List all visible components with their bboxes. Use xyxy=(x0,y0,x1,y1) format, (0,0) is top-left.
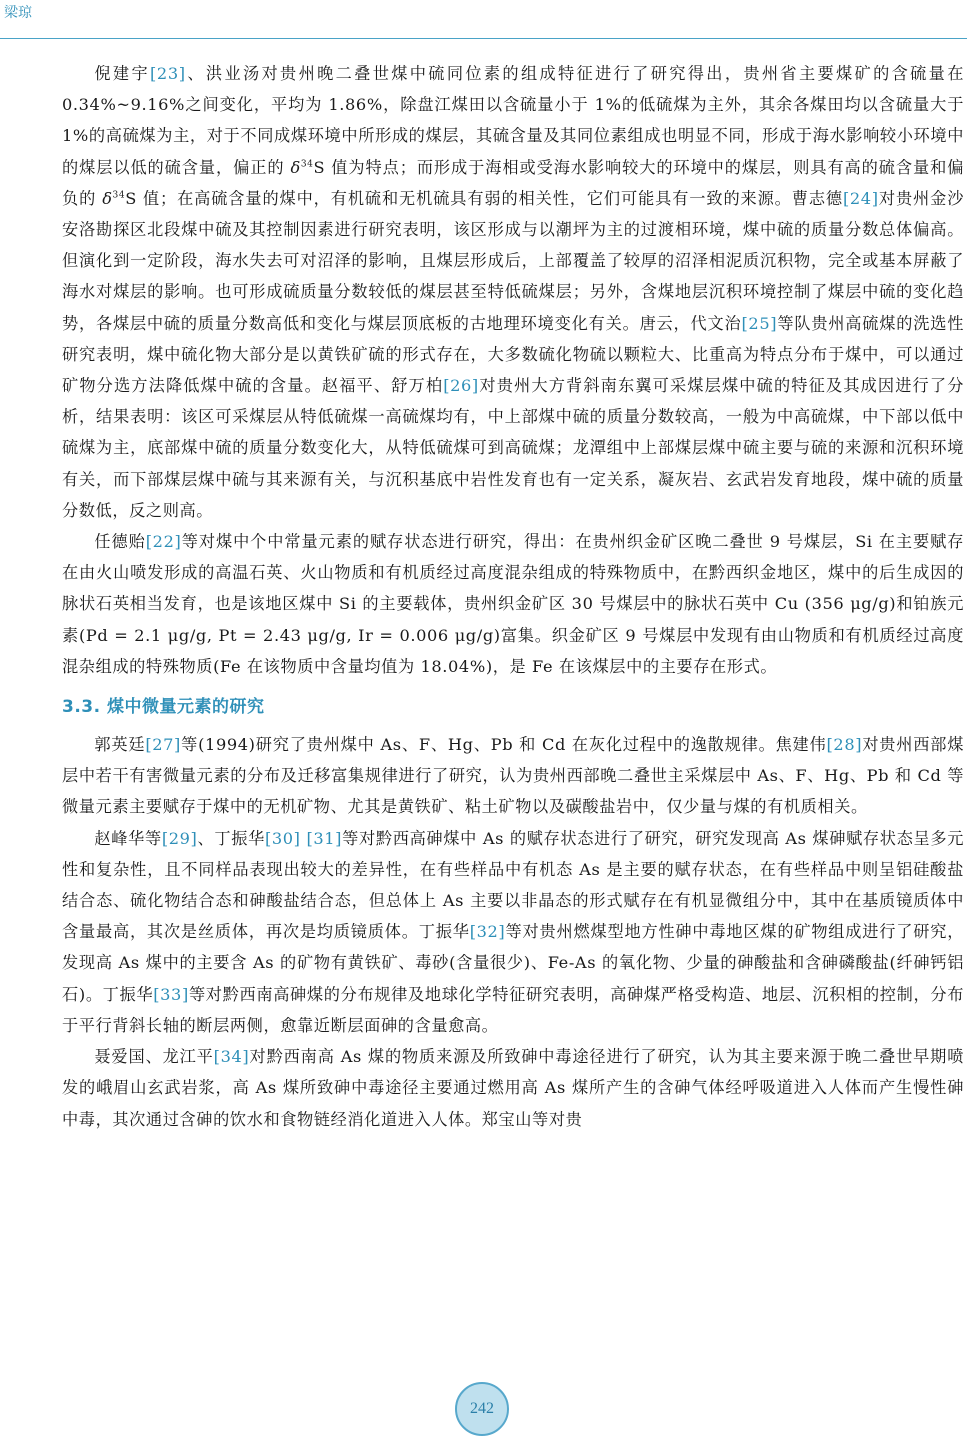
body-text: 、洪业汤对贵州晚二叠世煤中硫同位素的组成特征进行了研究得出，贵州省主要煤矿的含硫量在 0.34%~9.16%之间变化，平均为 1.86%，除盘江煤田以含硫量小于 1%的低硫煤为主外，其余各煤田均以含硫量大于 1%的高硫煤为主，对于不同成煤环境中所形成的煤层，其硫含量及其同位素组成也明显不同，形成于海水影响较小环境中的煤层以低的硫含量，偏正的 xyxy=(62,64,964,177)
citation-link[interactable]: [34] xyxy=(213,1047,250,1067)
citation-link[interactable]: [29] xyxy=(161,828,198,848)
header-divider xyxy=(0,38,967,39)
paragraph-5 xyxy=(62,1041,964,1135)
body-text: 等(1994)研究了贵州煤中 As、F、Hg、Pb 和 Cd 在灰化过程中的逸散规律。焦建伟 xyxy=(180,735,827,755)
superscript: 34 xyxy=(112,190,126,201)
citation-link[interactable]: [28] xyxy=(826,735,863,755)
citation-link[interactable]: [32] xyxy=(469,922,506,942)
citation-link[interactable]: [25] xyxy=(741,313,778,333)
body-text: 倪建宇 xyxy=(94,64,150,83)
citation-link[interactable]: [24] xyxy=(842,188,879,208)
citation-link[interactable]: [22] xyxy=(145,532,182,552)
body-text: 等队贵州高硫煤的洗选性研究表明，煤中硫化物大部分是以黄铁矿硫的形式存在，大多数硫化物硫以颗粒大、比重高为特点分布于煤中，可以通过矿物分选方法降低煤中硫的含量。赵福平、舒万柏 xyxy=(62,313,964,396)
body-text: S 值为特点；而形成于海相或受海水影响较大的环境中的煤层，则具有高的硫含量和偏负的 xyxy=(62,157,964,208)
citation-link[interactable]: [23] xyxy=(150,64,186,83)
paragraph-3 xyxy=(62,729,964,823)
body-text: 、丁振华 xyxy=(197,828,265,848)
body-text: 郭英廷 xyxy=(94,735,146,755)
italic-symbol: δ xyxy=(290,157,301,177)
superscript: 34 xyxy=(300,159,314,170)
body-text: 对贵州大方背斜南东翼可采煤层煤中硫的特征及其成因进行了分析，结果表明：该区可采煤层从特低硫煤一高硫煤均有，中上部煤中硫的质量分数较高，一般为中高硫煤，中下部以低中硫煤为主，底部煤中硫的质量分数变化大，从特低硫煤可到高硫煤；龙潭组中上部煤层煤中硫主要与硫的来源和沉积环境有关，而下部煤层煤中硫与其来源有关，与沉积基底中岩性发育也有一定关系，凝灰岩、玄武岩发育地段，煤中硫的质量分数低，反之则高。 xyxy=(62,376,964,520)
italic-symbol: δ xyxy=(102,188,113,208)
body-text: 对贵州西部煤层中若干有害微量元素的分布及迁移富集规律进行了研究，认为贵州西部晚二叠世主采煤层中 As、F、Hg、Pb 和 Cd 等微量元素主要赋存于煤中的无机矿物、尤其是黄铁矿、粘土矿物以及碳酸盐岩中，仅少量与煤的有机质相关。 xyxy=(62,735,964,817)
body-text: 等对黔西南高砷煤的分布规律及地球化学特征研究表明，高砷煤严格受构造、地层、沉积相的控制，分布于平行背斜长轴的断层两侧，愈靠近断层面砷的含量愈高。 xyxy=(62,984,964,1035)
paragraph-2 xyxy=(62,526,964,682)
body-text: 赵峰华等 xyxy=(94,828,162,848)
body-text: 任德贻 xyxy=(94,532,146,552)
paragraph-1 xyxy=(62,58,964,526)
citation-link[interactable]: [27] xyxy=(145,735,181,755)
body-text: S 值；在高硫含量的煤中，有机硫和无机硫具有弱的相关性，它们可能具有一致的来源。曹志德 xyxy=(125,188,843,208)
body-text: 等对贵州燃煤型地方性砷中毒地区煤的矿物组成进行了研究，发现高 As 煤中的主要含 As 的矿物有黄铁矿、毒砂(含量很少)、Fe-As 的氧化物、少量的砷酸盐和含砷磷酸盐(纤砷钙铝石)。丁振华 xyxy=(62,922,964,1004)
body-text: 等对煤中个中常量元素的赋存状态进行研究，得出：在贵州织金矿区晚二叠世 9 号煤层，Si 在主要赋存在由火山喷发形成的高温石英、火山物质和有机质经过高度混杂组成的特殊物质中，在黔西织金地区，煤中的后生成因的脉状石英相当发育，也是该地区煤中 Si 的主要载体，贵州织金矿区 30 号煤层中的脉状石英中 Cu (356 μg/g)和铂族元素(Pd = 2.1 μg/g, Pt = 2.43 μg/g, Ir = 0.006 μg/g)富集。织金矿区 9 号煤层中发现有由山物质和有机质经过高度混杂组成的特殊物质(Fe 在该物质中含量均值为 18.04%)，是 Fe 在该煤层中的主要存在形式。 xyxy=(62,532,964,676)
running-header-author: 梁琼 xyxy=(4,5,32,21)
citation-link[interactable]: [26] xyxy=(443,376,479,396)
section-heading: 3.3. 煤中微量元素的研究 xyxy=(62,697,265,718)
citation-link[interactable]: [33] xyxy=(153,984,189,1004)
citation-link[interactable]: [31] xyxy=(306,828,343,848)
body-text: 等对黔西高砷煤中 As 的赋存状态进行了研究，研究发现高 As 煤砷赋存状态呈多元性和复杂性，且不同样品表现出较大的差异性，在有些样品中有机态 As 是主要的赋存状态，在有些样品中则呈铝硅酸盐结合态、硫化物结合态和砷酸盐结合态，但总体上 As 主要以非晶态的形式赋存在有机显微组分中，其中在基质镜质体中含量最高，其次是丝质体，再次是均质镜质体。丁振华 xyxy=(62,828,964,942)
body-text: 聂爱国、龙江平 xyxy=(94,1047,214,1067)
body-text: 对黔西南高 As 煤的物质来源及所致砷中毒途径进行了研究，认为其主要来源于晚二叠世早期喷发的峨眉山玄武岩浆，高 As 煤所致砷中毒途径主要通过燃用高 As 煤所产生的含砷气体经呼吸道进入人体而产生慢性砷中毒，其次通过含砷的饮水和食物链经消化道进入人体。郑宝山等对贵 xyxy=(62,1047,964,1129)
citation-link[interactable]: [30] xyxy=(264,828,301,848)
article-body xyxy=(62,58,964,1135)
page-number-badge: 242 xyxy=(455,1382,509,1436)
body-text: 对贵州金沙安洛勘探区北段煤中硫及其控制因素进行研究表明，该区形成与以潮坪为主的过渡相环境，煤中硫的质量分数总体偏高。但演化到一定阶段，海水失去可对沼泽的影响，且煤层形成后，上部覆盖了较厚的沼泽相泥质沉积物，完全或基本屏蔽了海水对煤层的影响。也可形成硫质量分数较低的煤层甚至特低硫煤层；另外，含煤地层沉积环境控制了煤层中硫的变化趋势，各煤层中硫的质量分数高低和变化与煤层顶底板的古地理环境变化有关。唐云，代文治 xyxy=(62,188,964,333)
paragraph-4 xyxy=(62,823,964,1041)
